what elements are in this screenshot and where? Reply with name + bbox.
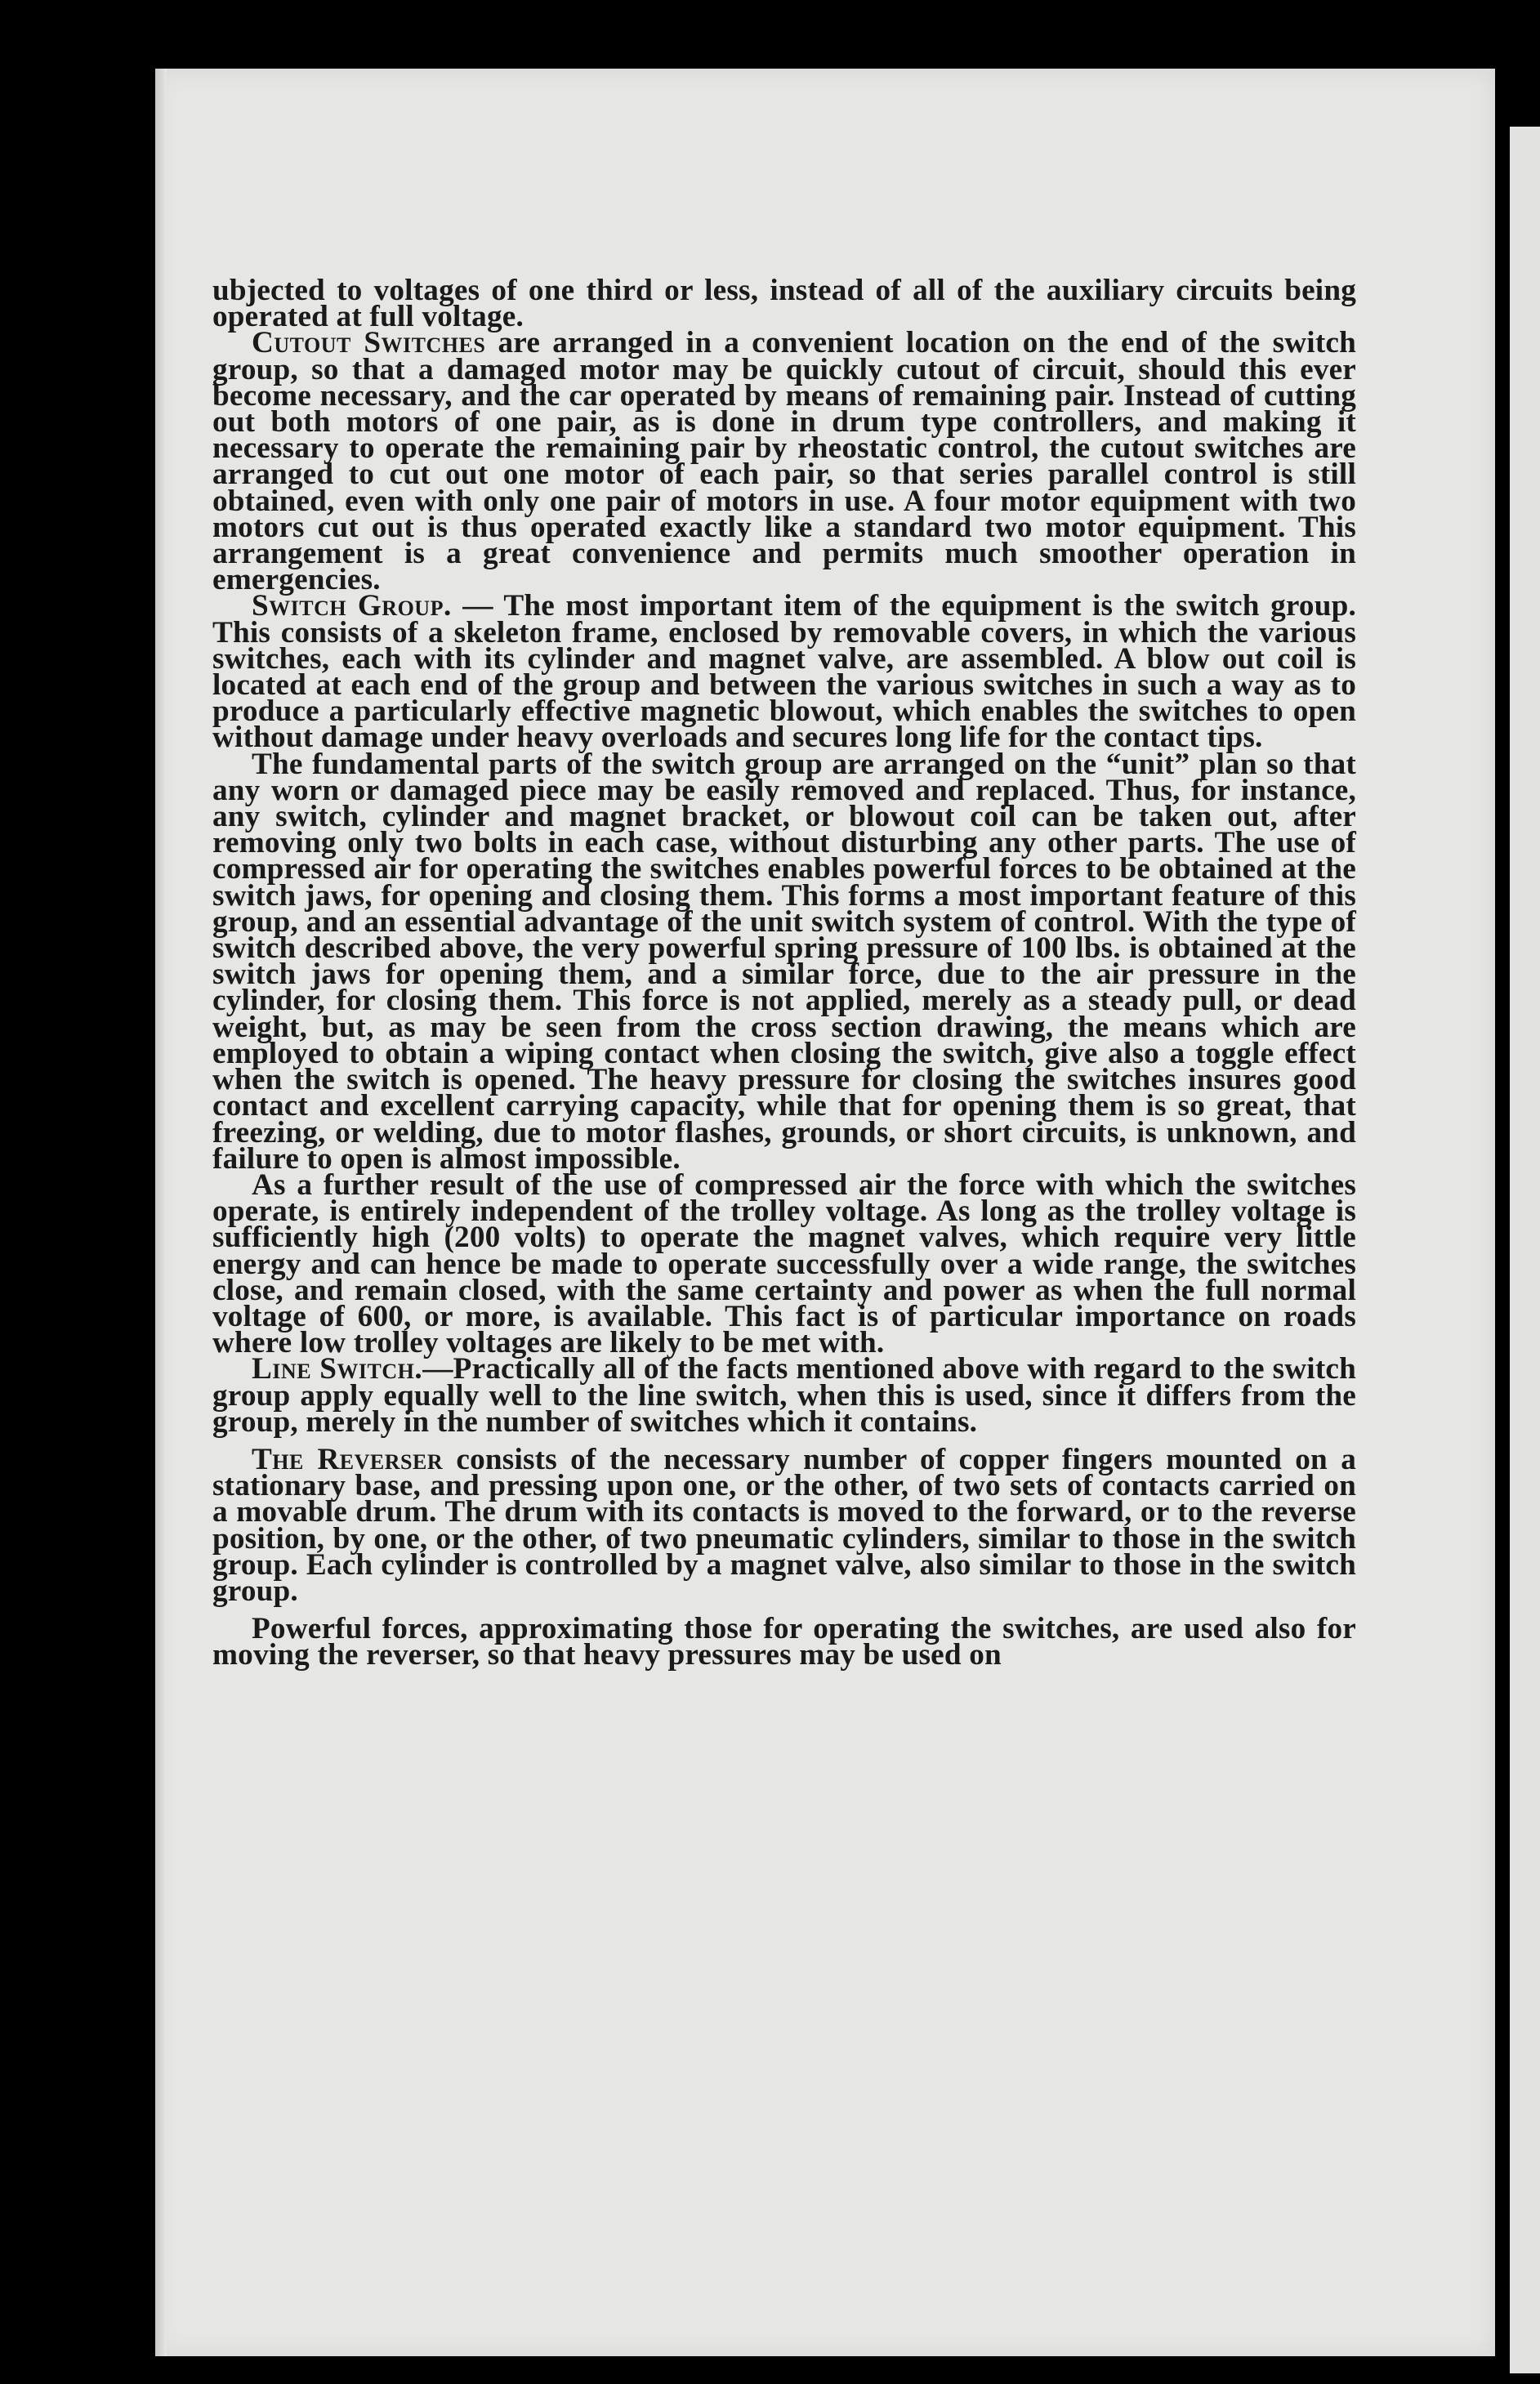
- paragraph-text: — The most important item of the equipment is the switch group. This consists of a skeleton frame, enclosed by removable covers, in which the various switches, each with its cylinder and magnet valve, are assembled. A blow out coil is located at each end of the group and between the various switches in such a way as to produce a particularly effective magnetic blowout, which enables the switches to open without damage under heavy overloads and secures long life for the contact tips.: [212, 589, 1356, 755]
- paragraph-text: are arranged in a convenient location on the end of the switch group, so that a damaged motor may be quickly cutout of circuit, should this ever become necessary, and the car operated by means of remaining pair. Instead of cutting out both motors of one pair, as is done in drum type controllers, and making it necessary to operate the remaining pair by rheostatic control, the cutout switches are arranged to cut out one motor of each pair, so that series parallel control is still obtained, even with only one pair of motors in use. A four motor equipment with two motors cut out is thus operated exactly like a standard two motor equipment. This arrangement is a great convenience and permits much smoother operation in emergencies.: [212, 326, 1357, 597]
- paragraph-compressed-air: [212, 1167, 1356, 1360]
- paragraph-fundamental-parts: [212, 747, 1356, 1176]
- paragraph-lead: The Reverser: [252, 1442, 444, 1476]
- paragraph-line-switch: [212, 1352, 1357, 1439]
- paragraph-reverser: [212, 1442, 1357, 1608]
- paragraph-lead: Line Switch.: [252, 1352, 423, 1386]
- body-text: [212, 274, 1357, 1672]
- paragraph-lead: Cutout Switches: [252, 326, 486, 360]
- paragraph-text: consists of the necessary number of copper fingers mounted on a stationary base, and pressing upon one, or the other, of two sets of contacts carried on a movable drum. The drum with its contacts is moved to the forward, or to the reverse position, by one, or the other, of two pneumatic cylinders, similar to those in the switch group. Each cylinder is controlled by a magnet valve, also similar to those in the switch group.: [212, 1442, 1357, 1608]
- page-shadow-edge: [155, 69, 167, 2356]
- paragraph-switch-group: [212, 589, 1356, 755]
- paragraph-text: ubjected to voltages of one third or less, instead of all of the auxiliary circuits being operated at full voltage.: [212, 274, 1356, 334]
- adjacent-page-strip: [1510, 127, 1540, 2373]
- paragraph-text: As a further result of the use of compressed air the force with which the switches operate, is entirely independent of the trolley voltage. As long as the trolley voltage is sufficiently high (200 volts) to operate the magnet valves, which require very little energy and can hence be made to operate successfully over a wide range, the switches close, and remain closed, with the same certainty and power as when the full normal voltage of 600, or more, is available. This fact is of particular importance on roads where low trolley voltages are likely to be met with.: [212, 1167, 1356, 1360]
- paragraph-text: Powerful forces, approximating those for operating the switches, are used also for moving the reverser, so that heavy pressures may be used on: [212, 1612, 1356, 1672]
- paragraph-text: The fundamental parts of the switch group are arranged on the “unit” plan so that any worn or damaged piece may be easily removed and replaced. Thus, for instance, any switch, cylinder and magnet bracket, or blowout coil can be taken out, after removing only two bolts in each case, without disturbing any other parts. The use of compressed air for operating the switches enables powerful forces to be obtained at the switch jaws, for opening and closing them. This forms a most important feature of this group, and an essential advantage of the unit switch system of control. With the type of switch described above, the very powerful spring pressure of 100 lbs. is obtained at the switch jaws for opening them, and a similar force, due to the air pressure in the cylinder, for closing them. This force is not applied, merely as a steady pull, or dead weight, but, as may be seen from the cross section drawing, the means which are employed to obtain a wiping contact when closing the switch, give also a toggle effect when the switch is opened. The heavy pressure for closing the switches insures good contact and excellent carrying capacity, while that for opening them is so great, that freezing, or welding, due to motor flashes, grounds, or short circuits, is unknown, and failure to open is almost impossible.: [212, 747, 1356, 1176]
- paragraph-continuation: [212, 274, 1356, 334]
- paragraph-text: —Practically all of the facts mentioned above with regard to the switch group apply equally well to the line switch, when this is used, since it differs from the group, merely in the number of switches which it contains.: [212, 1352, 1357, 1439]
- paragraph-lead: Switch Group.: [252, 589, 452, 623]
- paragraph-powerful-forces: [212, 1612, 1356, 1672]
- paragraph-cutout-switches: [212, 326, 1357, 597]
